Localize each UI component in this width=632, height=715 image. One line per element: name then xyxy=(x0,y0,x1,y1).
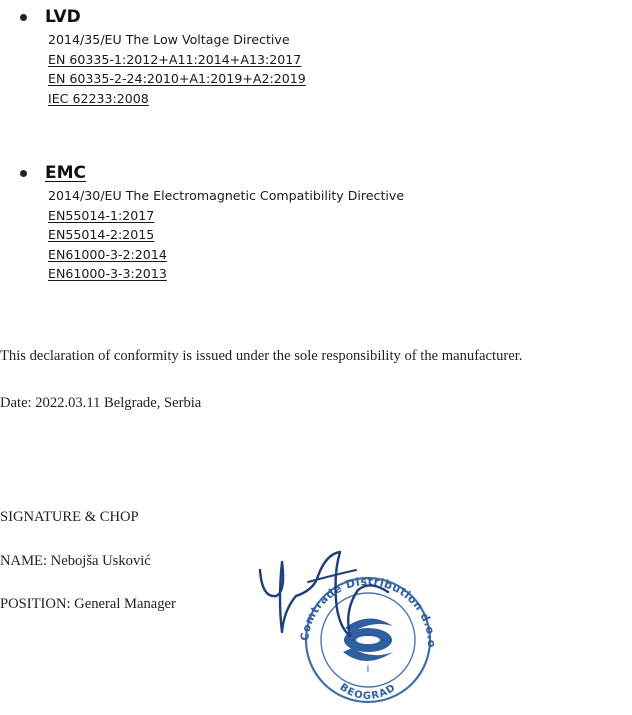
emc-heading: EMC xyxy=(45,163,87,183)
bullet-icon xyxy=(20,170,27,177)
emc-section xyxy=(20,160,404,284)
lvd-directive: 2014/35/EU The Low Voltage Directive xyxy=(48,32,290,47)
company-stamp xyxy=(248,540,498,710)
emc-standard: EN55014-1:2017 xyxy=(48,207,155,223)
emc-heading-row xyxy=(20,160,404,186)
lvd-section xyxy=(20,4,306,108)
signature-stamp-area xyxy=(248,540,498,710)
lvd-standard: IEC 62233:2008 xyxy=(48,90,149,106)
lvd-heading: LVD xyxy=(45,7,81,27)
declaration-text: This declaration of conformity is issued under the sole responsibility of the manufacturer. xyxy=(0,348,523,364)
emc-standard: EN61000-3-2:2014 xyxy=(48,246,167,262)
lvd-standards xyxy=(48,30,306,108)
name-line: NAME: Nebojša Usković xyxy=(0,553,151,569)
emc-standard: EN61000-3-3:2013 xyxy=(48,266,167,281)
svg-text:I: I xyxy=(366,665,370,675)
position-line: POSITION: General Manager xyxy=(0,596,176,612)
date-line: Date: 2022.03.11 Belgrade, Serbia xyxy=(0,395,202,411)
lvd-standard: EN 60335-1:2012+A11:2014+A13:2017 xyxy=(48,51,302,67)
lvd-standard: EN 60335-2-24:2010+A1:2019+A2:2019 xyxy=(48,71,306,86)
signature-label: SIGNATURE & CHOP xyxy=(0,509,139,525)
bullet-icon xyxy=(20,14,27,21)
svg-text:Comtrade Distribution d.o.o. B: Comtrade Distribution d.o.o xyxy=(298,574,439,648)
emc-directive: 2014/30/EU The Electromagnetic Compatibility Directive xyxy=(48,188,405,203)
emc-standards xyxy=(48,186,404,284)
svg-text:BEOGRAD: BEOGRAD xyxy=(337,681,399,702)
lvd-heading-row xyxy=(20,4,306,30)
emc-standard: EN55014-2:2015 xyxy=(48,227,155,242)
